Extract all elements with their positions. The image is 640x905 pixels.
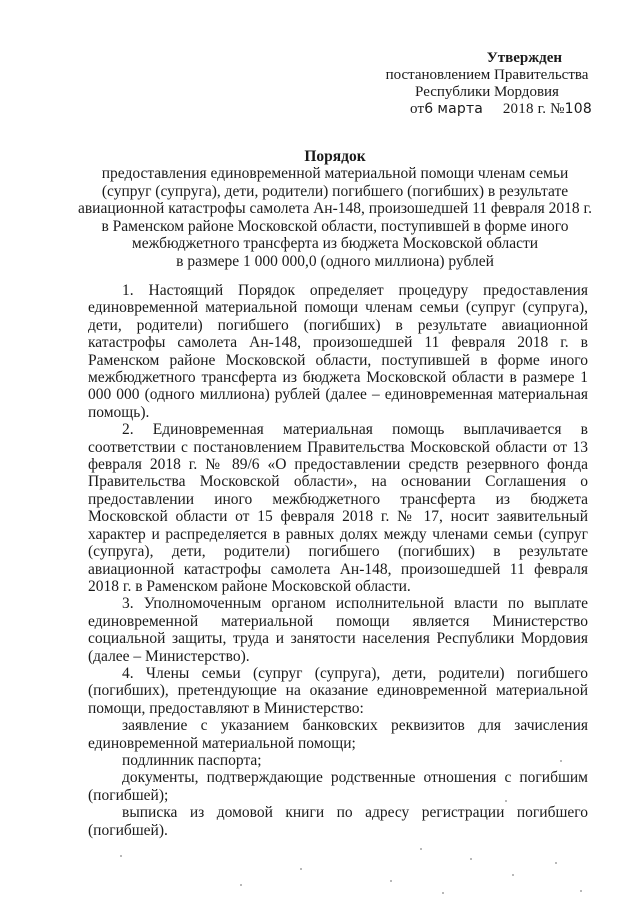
subtitle-line: предоставления единовременной материальной помощи членам семьи	[101, 165, 569, 182]
document-title: Порядок	[304, 148, 366, 165]
approved-heading: Утвержден	[486, 50, 562, 66]
document-body	[88, 282, 588, 839]
subtitle-line: межбюджетного трансферта из бюджета Московской области	[131, 235, 539, 253]
date-month: марта	[437, 101, 484, 117]
paragraph-3: 3. Уполномоченным органом исполнительной власти по выплате единовременной материальной помощи является Министерство социальной защиты, труда и занятости населения Республики Мордовия (далее – Министерство).	[88, 595, 588, 665]
date-prefix: от	[410, 101, 425, 117]
date-year: 2018 г. №	[502, 101, 565, 117]
paragraph-4: 4. Члены семьи (супруг (супруга), дети, родители) погибшего (погибших), претендующие на оказание единовременной материальной помощи, предоставляют в Министерство:	[88, 664, 588, 717]
subtitle-line: (супруг (супруга), дети, родители) погибшего (погибших) в результате	[101, 182, 569, 200]
date-number: 108	[564, 101, 592, 117]
date-day: 6	[424, 101, 434, 117]
approval-date-line	[372, 101, 602, 118]
list-item: подлинник паспорта;	[122, 751, 262, 769]
list-item: выписка из домовой книги по адресу регистрации погибшего (погибшей).	[88, 804, 588, 839]
list-item: заявление с указанием банковских реквизитов для зачисления единовременной материальной помощи;	[88, 717, 588, 752]
subtitle-line: авиационной катастрофы самолета Ан-148, произошедшей 11 февраля 2018 г.	[77, 200, 593, 218]
approval-block	[372, 50, 602, 118]
subtitle-line: в Раменском районе Московской области, поступившей в форме иного	[101, 217, 569, 235]
paragraph-2: 2. Единовременная материальная помощь выплачивается в соответствии с постановлением Правительства Московской области от 13 февраля 2018 г. № 89/6 «О предоставлении средств резервного фонда Правительства Московской области», на основании Соглашения о предоставлении иного межбюджетного трансферта из бюджета Московской области от 15 февраля 2018 г. № 17, носит заявительный характер и распределяется в равных долях между членами семьи (супруг (супруга), дети, родители) погибшего (погибших) в результате авиационной катастрофы самолета Ан-148, произошедшей 11 февраля 2018 г. в Раменском районе Московской области.	[88, 421, 588, 595]
document-subtitle	[70, 165, 600, 271]
list-item: документы, подтверждающие родственные отношения с погибшим (погибшей);	[88, 769, 588, 804]
subtitle-line: в размере 1 000 000,0 (одного миллиона) рублей	[176, 252, 494, 270]
approval-line-2: Республики Мордовия	[415, 84, 559, 100]
paragraph-1: 1. Настоящий Порядок определяет процедуру предоставления единовременной материальной помощи членам семьи (супруг (супруга), дети, родители) погибшего (погибших) в результате авиационной катастрофы самолета Ан-148, произошедшей 11 февраля 2018 г. в Раменском районе Московской области, поступившей в форме иного межбюджетного трансферта из бюджета Московской области в размере 1 000 000 (одного миллиона) рублей (далее – единовременная материальная помощь).	[88, 282, 588, 421]
approval-line-1: постановлением Правительства	[385, 67, 589, 83]
